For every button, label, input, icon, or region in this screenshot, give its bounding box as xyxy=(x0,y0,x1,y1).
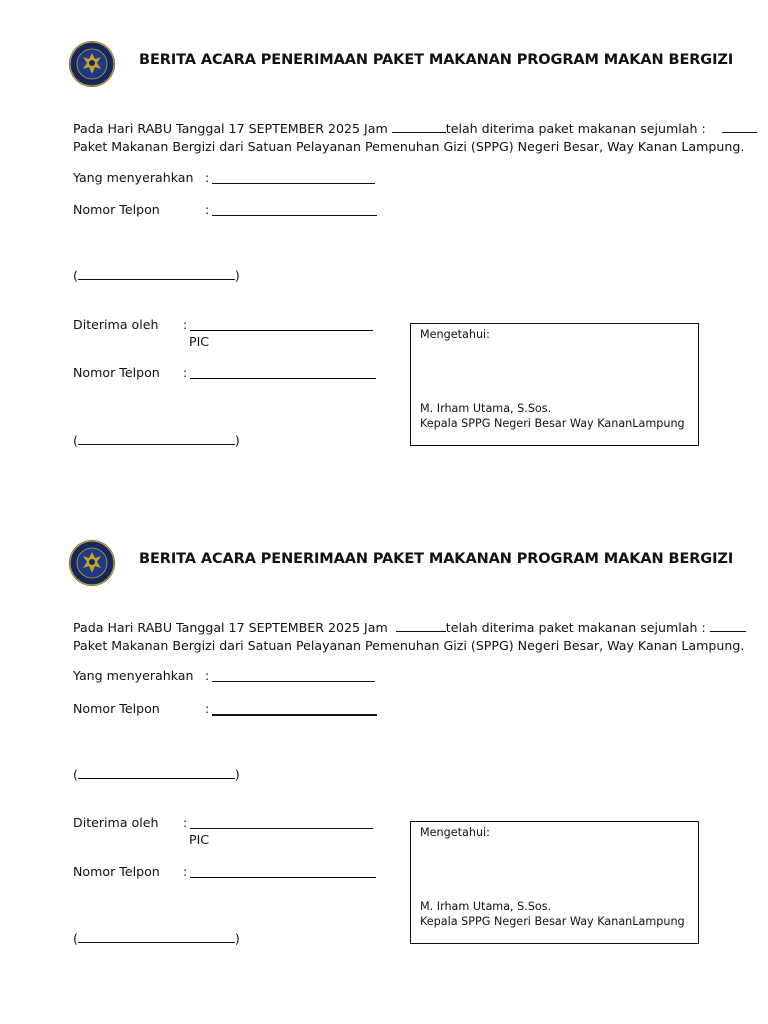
document-title: BERITA ACARA PENERIMAAN PAKET MAKANAN PROGRAM MAKAN BERGIZI xyxy=(139,551,734,567)
nomor-telpon-field[interactable] xyxy=(212,215,377,216)
colon: : xyxy=(183,365,188,380)
acknowledgement-box xyxy=(410,323,699,446)
nomor-telpon-penerima-field[interactable] xyxy=(190,378,376,379)
acknowledgement-heading: Mengetahui: xyxy=(420,328,490,341)
pic-label: PIC xyxy=(189,832,210,847)
label-diterima-oleh: Diterima oleh xyxy=(73,815,159,830)
intro-line1-b: telah diterima paket makanan sejumlah : xyxy=(445,620,706,635)
nomor-telpon-penerima-field[interactable] xyxy=(190,877,376,878)
nomor-telpon-field[interactable] xyxy=(212,714,377,716)
colon: : xyxy=(183,317,188,332)
label-yang-menyerahkan: Yang menyerahkan xyxy=(73,170,194,185)
time-blank[interactable] xyxy=(396,619,446,632)
intro-line1-a: Pada Hari RABU Tanggal 17 SEPTEMBER 2025 Jam xyxy=(73,620,388,635)
label-yang-menyerahkan: Yang menyerahkan xyxy=(73,668,194,683)
intro-line1-a: Pada Hari RABU Tanggal 17 SEPTEMBER 2025 Jam xyxy=(73,121,388,136)
official-position: Kepala SPPG Negeri Besar Way KananLampung xyxy=(420,915,685,928)
acknowledgement-heading: Mengetahui: xyxy=(420,826,490,839)
signature-line-receiver[interactable]: ( ) xyxy=(73,433,240,448)
official-name: M. Irham Utama, S.Sos. xyxy=(420,402,552,415)
diterima-oleh-field[interactable] xyxy=(190,330,373,331)
colon: : xyxy=(183,815,188,830)
colon: : xyxy=(183,864,188,879)
yang-menyerahkan-field[interactable] xyxy=(212,681,375,682)
label-nomor-telpon: Nomor Telpon xyxy=(73,202,160,217)
receipt-form-2 xyxy=(0,499,768,959)
label-nomor-telpon-penerima: Nomor Telpon xyxy=(73,864,160,879)
quantity-blank[interactable] xyxy=(722,120,757,133)
acknowledgement-box xyxy=(410,821,699,944)
yang-menyerahkan-field[interactable] xyxy=(212,183,375,184)
colon: : xyxy=(205,701,210,716)
emblem-logo-icon xyxy=(68,40,116,88)
colon: : xyxy=(205,170,210,185)
receipt-form-1 xyxy=(0,0,768,460)
pic-label: PIC xyxy=(189,334,210,349)
intro-line2: Paket Makanan Bergizi dari Satuan Pelayanan Pemenuhan Gizi (SPPG) Negeri Besar, Way Kanan Lampung. xyxy=(73,638,745,653)
intro-paragraph xyxy=(73,619,746,655)
emblem-logo-icon xyxy=(68,539,116,587)
intro-line2: Paket Makanan Bergizi dari Satuan Pelayanan Pemenuhan Gizi (SPPG) Negeri Besar, Way Kanan Lampung. xyxy=(73,139,745,154)
diterima-oleh-field[interactable] xyxy=(190,828,373,829)
document-title: BERITA ACARA PENERIMAAN PAKET MAKANAN PROGRAM MAKAN BERGIZI xyxy=(139,52,734,68)
label-diterima-oleh: Diterima oleh xyxy=(73,317,159,332)
time-blank[interactable] xyxy=(392,120,446,133)
label-nomor-telpon-penerima: Nomor Telpon xyxy=(73,365,160,380)
official-position: Kepala SPPG Negeri Besar Way KananLampung xyxy=(420,417,685,430)
signature-line-giver[interactable]: ( ) xyxy=(73,268,240,283)
colon: : xyxy=(205,202,210,217)
label-nomor-telpon: Nomor Telpon xyxy=(73,701,160,716)
intro-line1-b: telah diterima paket makanan sejumlah : xyxy=(445,121,706,136)
quantity-blank[interactable] xyxy=(710,619,746,632)
official-name: M. Irham Utama, S.Sos. xyxy=(420,900,552,913)
intro-paragraph xyxy=(73,120,757,156)
signature-line-giver[interactable]: ( ) xyxy=(73,767,240,782)
colon: : xyxy=(205,668,210,683)
signature-line-receiver[interactable]: ( ) xyxy=(73,931,240,946)
